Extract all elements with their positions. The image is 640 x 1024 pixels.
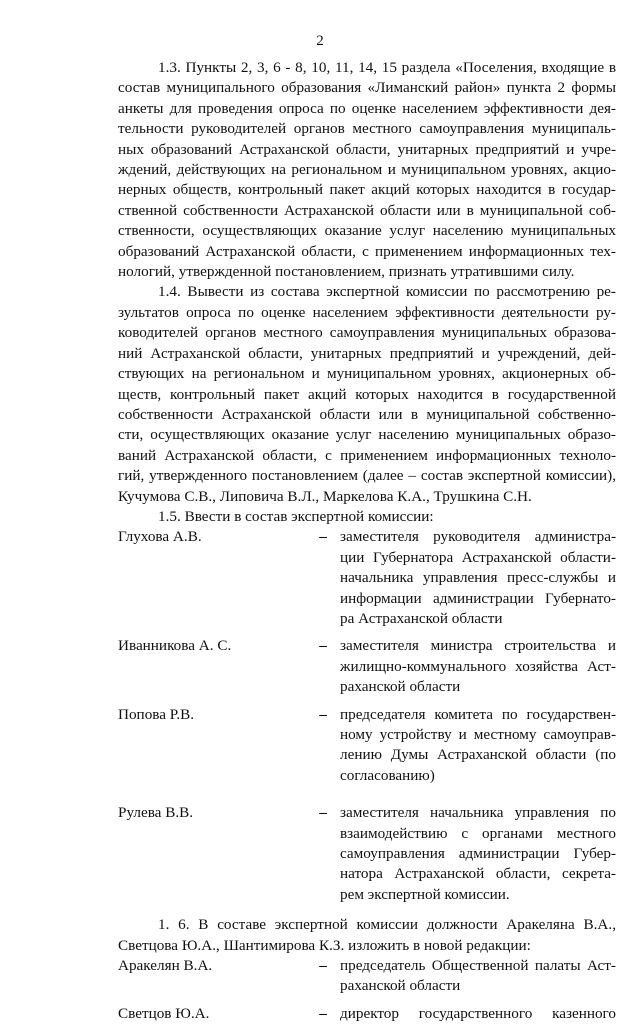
document-body: [118, 58, 616, 1024]
role-line: председателя комитета по государствен-: [340, 705, 616, 723]
role-line: ции Губернатора Астраханской области-: [340, 548, 616, 566]
text-line: зультатов опроса по оценке населением эффективности деятельности ру-: [118, 303, 616, 321]
member-row: [118, 705, 616, 787]
members-add-list: [118, 527, 616, 905]
text-line: ваний Астраханской области, с применением информационных техноло-: [118, 446, 616, 464]
paragraph-1-5: [118, 507, 616, 527]
member-name: Иванникова А. С.: [118, 637, 232, 655]
text-line: сти, осуществляющих оказание услуг населению муниципальных образо-: [118, 426, 616, 444]
text-line: 1.5. Ввести в состав экспертной комиссии:: [158, 507, 434, 525]
text-line: ждений, действующих на региональном и муниципальном уровнях, акцио-: [118, 161, 616, 179]
member-dash: –: [319, 637, 327, 655]
role-line: председатель Общественной палаты Аст-: [340, 957, 616, 975]
member-role: [340, 803, 616, 905]
member-dash: –: [319, 957, 327, 975]
member-role: [340, 956, 616, 997]
text-line: собственности Астраханской области или в муниципальной собственно-: [118, 405, 616, 423]
member-name: Рулева В.В.: [118, 804, 194, 822]
member-role: [340, 1004, 616, 1024]
member-row: [118, 803, 616, 905]
text-line: нологий, утвержденной постановлением, признать утратившими силу.: [118, 263, 575, 281]
paragraph-1-4: [118, 282, 616, 506]
member-name: Попова Р.В.: [118, 705, 195, 723]
role-line: информации администрации Губернато-: [340, 589, 616, 607]
page-number: 2: [316, 33, 324, 49]
text-line: состав муниципального образования «Лиманский район» пункта 2 формы: [118, 79, 616, 97]
text-line: ственной собственности Астраханской области или в муниципальной соб-: [118, 201, 616, 219]
role-line: раханской области: [340, 977, 461, 995]
role-line: ному устройству и местному самоуправ-: [340, 726, 616, 743]
text-line: тельности руководителей органов местного самоуправления муниципаль-: [118, 120, 616, 138]
role-line: заместителя министра строительства и: [340, 637, 616, 655]
member-dash: –: [319, 705, 327, 723]
role-line: рем экспертной комиссии.: [340, 885, 510, 903]
text-line: ний Астраханской области, унитарных предприятий и учреждений, дей-: [118, 344, 616, 362]
role-line: согласованию): [340, 766, 435, 784]
text-line: ководителей органов местного самоуправления муниципальных образова-: [118, 324, 616, 342]
role-line: самоуправления администрации Губер-: [340, 845, 616, 863]
text-line: анкеты для проведения опроса по оценке населением эффективности дея-: [118, 99, 616, 117]
member-row: [118, 1004, 616, 1024]
member-dash: –: [319, 1004, 327, 1022]
role-line: заместителя руководителя администра-: [340, 528, 616, 546]
text-line: ствующих на региональном и муниципальном уровнях, акционерных об-: [118, 365, 616, 383]
text-line: ных образований Астраханской области, унитарных предприятий и учре-: [118, 140, 616, 158]
role-line: натора Астраханской области, секрета-: [340, 865, 616, 883]
text-line: ществ, контрольный пакет акций которых находится в государственной: [118, 385, 616, 403]
text-line: образований Астраханской области, с применением информационных тех-: [118, 242, 616, 260]
member-dash: –: [319, 528, 327, 546]
member-role: [340, 705, 616, 787]
paragraph-1-6: [118, 915, 616, 956]
member-row: [118, 956, 616, 997]
role-line: раханской области: [340, 678, 461, 696]
member-role: [340, 636, 616, 697]
member-dash: –: [319, 804, 327, 822]
role-line: ра Астраханской области: [340, 609, 503, 627]
text-line: Кучумова С.В., Липовича В.Л., Маркелова К.А., Трушкина С.Н.: [118, 487, 532, 505]
member-name: Глухова А.В.: [118, 528, 202, 546]
role-line: жилищно-коммунального хозяйства Аст-: [340, 657, 616, 675]
text-line: 1.3. Пункты 2, 3, 6 - 8, 10, 11, 14, 15 раздела «Поселения, входящие в: [158, 59, 616, 76]
text-line: гий, утвержденного постановлением (далее – состав экспертной комиссии),: [118, 467, 616, 485]
role-line: заместителя начальника управления по: [340, 804, 616, 822]
role-line: лению Думы Астраханской области (по: [340, 746, 616, 764]
role-line: начальника управления пресс-службы и: [340, 569, 616, 587]
role-line: директор государственного казенного: [340, 1004, 616, 1022]
text-line: 1. 6. В составе экспертной комиссии должности Аракеляна В.А.,: [158, 916, 616, 934]
member-row: [118, 527, 616, 629]
text-line: нерных обществ, контрольный пакет акций которых находится в государ-: [118, 181, 616, 199]
text-line: ственности, осуществляющих оказание услуг населению муниципальных: [118, 222, 616, 240]
member-row: [118, 636, 616, 697]
paragraph-1-3: [118, 58, 616, 282]
text-line: Светцова Ю.А., Шантимирова К.З. изложить в новой редакции:: [118, 936, 531, 954]
member-name: Светцов Ю.А.: [118, 1004, 210, 1022]
member-name: Аракелян В.А.: [118, 957, 213, 975]
text-line: 1.4. Вывести из состава экспертной комиссии по рассмотрению ре-: [158, 283, 616, 301]
member-role: [340, 527, 616, 629]
role-line: взаимодействию с органами местного: [340, 824, 616, 842]
members-edit-list: [118, 956, 616, 1024]
